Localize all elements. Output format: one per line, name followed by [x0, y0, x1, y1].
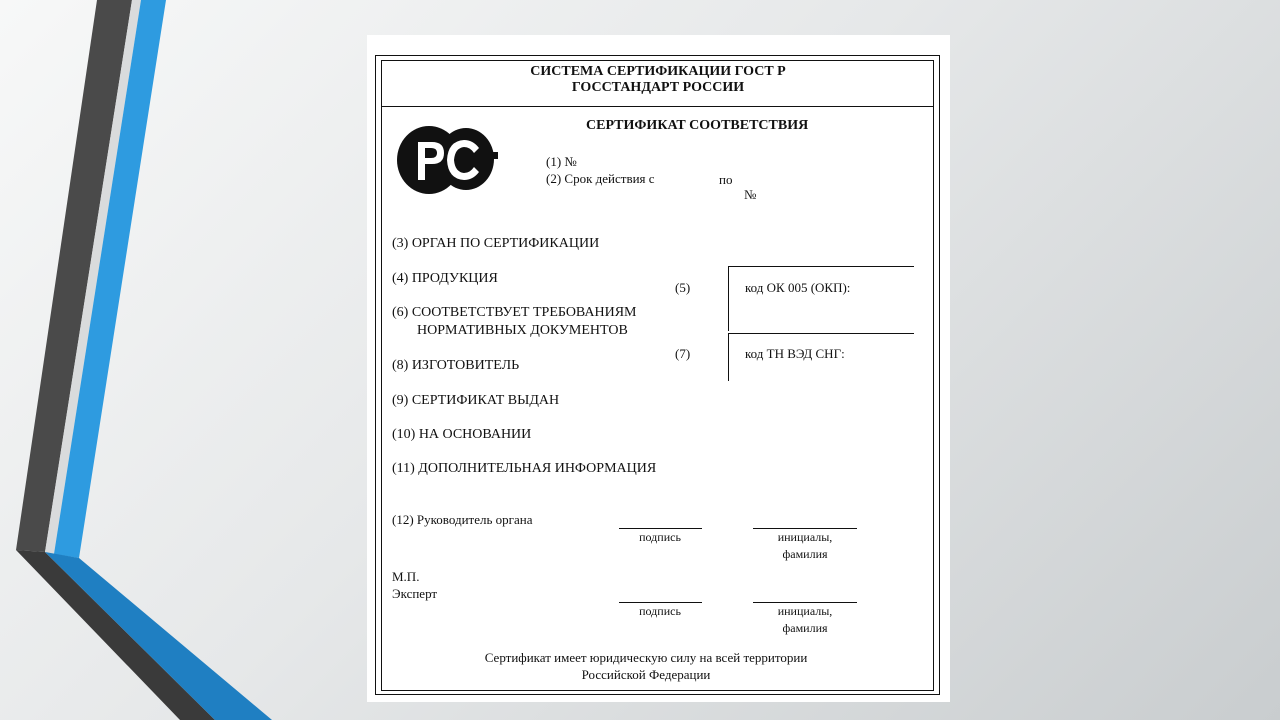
- field-3-certification-body: (3) ОРГАН ПО СЕРТИФИКАЦИИ: [392, 236, 600, 251]
- field-6-normative-docs: НОРМАТИВНЫХ ДОКУМЕНТОВ: [417, 323, 628, 338]
- okp-code-box: [728, 266, 914, 331]
- signature-caption-head: подпись: [639, 530, 681, 544]
- surname-caption-head: фамилия: [782, 547, 828, 561]
- field-4-product: (4) ПРОДУКЦИЯ: [392, 271, 498, 286]
- signature-line-expert: [619, 602, 702, 603]
- field-6-conformity: (6) СООТВЕТСТВУЕТ ТРЕБОВАНИЯМ: [392, 305, 637, 320]
- field-1-number: (1) №: [546, 154, 577, 169]
- field-8-manufacturer: (8) ИЗГОТОВИТЕЛЬ: [392, 358, 520, 373]
- footer-russian-federation: Российской Федерации: [581, 667, 711, 682]
- field-2-validity: (2) Срок действия с: [546, 171, 655, 186]
- signature-line-head: [619, 528, 702, 529]
- field-12-head-of-body: (12) Руководитель органа: [392, 512, 533, 527]
- stamp-place: М.П.: [392, 569, 420, 584]
- rst-logo: [396, 122, 498, 197]
- footer-legal-force: Сертификат имеет юридическую силу на всей территории: [484, 650, 808, 665]
- field-2-number: №: [744, 187, 757, 202]
- dark-lower-stripe: [16, 550, 215, 720]
- initials-caption-head: инициалы,: [777, 530, 833, 544]
- field-9-issued-to: (9) СЕРТИФИКАТ ВЫДАН: [392, 393, 560, 408]
- field-10-basis: (10) НА ОСНОВАНИИ: [392, 427, 532, 442]
- field-7-tnved-code: код ТН ВЭД СНГ:: [745, 346, 845, 361]
- initials-caption-expert: инициалы,: [777, 604, 833, 618]
- signature-caption-expert: подпись: [639, 604, 681, 618]
- field-11-additional-info: (11) ДОПОЛНИТЕЛЬНАЯ ИНФОРМАЦИЯ: [392, 461, 657, 476]
- initials-line-head: [753, 528, 857, 529]
- certificate-title: СЕРТИФИКАТ СООТВЕТСТВИЯ: [586, 118, 809, 133]
- field-2-to: по: [719, 172, 733, 187]
- initials-line-expert: [753, 602, 857, 603]
- header-gosstandart: ГОССТАНДАРТ РОССИИ: [571, 80, 745, 95]
- field-5-okp-code: код ОК 005 (ОКП):: [745, 280, 851, 295]
- surname-caption-expert: фамилия: [782, 621, 828, 635]
- field-7-label: (7): [675, 346, 691, 361]
- header-system: СИСТЕМА СЕРТИФИКАЦИИ ГОСТ Р: [530, 64, 786, 79]
- header-divider: [381, 106, 934, 107]
- field-5-label: (5): [675, 280, 691, 295]
- certificate-document: [367, 35, 950, 702]
- expert-label: Эксперт: [392, 586, 438, 601]
